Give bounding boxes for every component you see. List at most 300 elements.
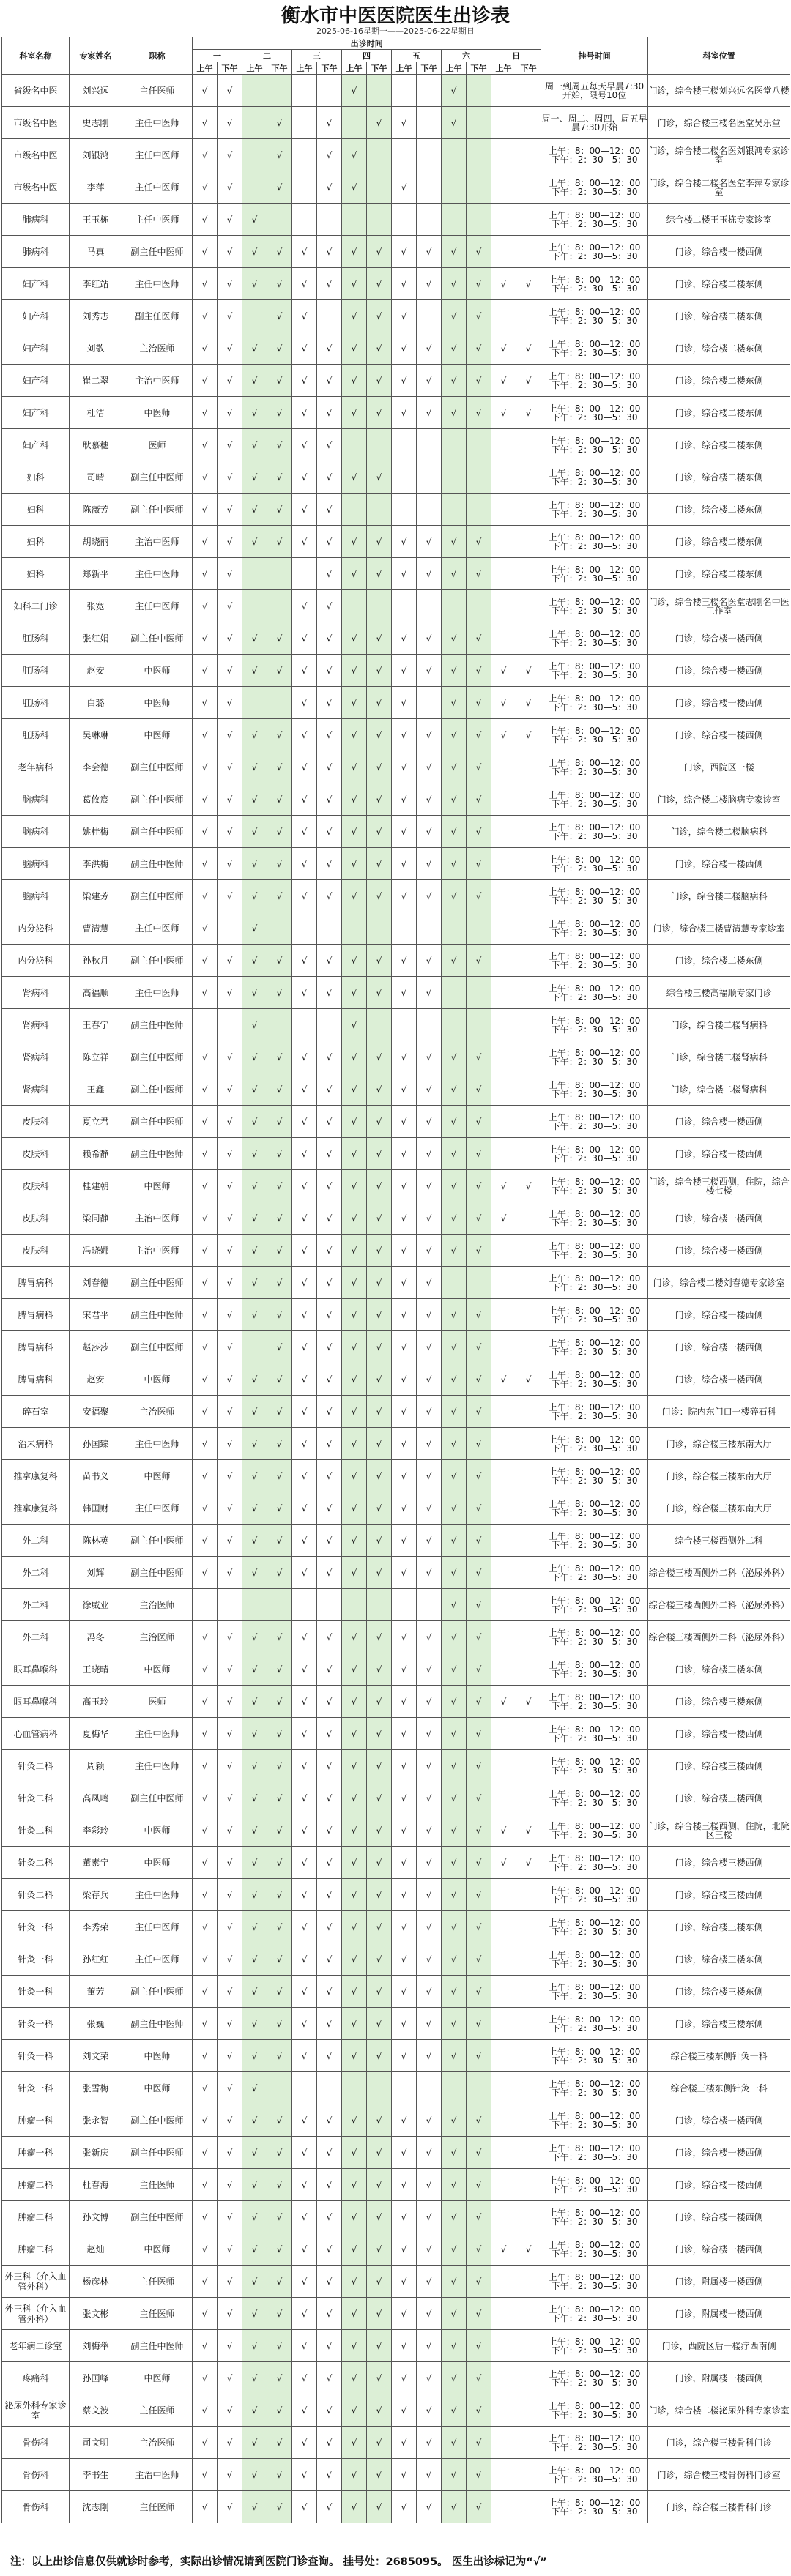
schedule-check: √ xyxy=(218,1718,242,1750)
schedule-cell xyxy=(516,1589,541,1621)
schedule-check: √ xyxy=(467,2394,491,2427)
schedule-check: √ xyxy=(442,816,467,848)
schedule-check: √ xyxy=(292,655,317,687)
schedule-check: √ xyxy=(491,719,516,751)
schedule-cell xyxy=(292,139,317,171)
schedule-check: √ xyxy=(218,236,242,268)
schedule-check: √ xyxy=(317,2201,342,2233)
hours-cell: 上午：8：00—12：00 下午：2：30—5：30 xyxy=(541,2104,648,2137)
header-day: 六 xyxy=(442,50,491,62)
table-row xyxy=(2,1814,790,1847)
schedule-check: √ xyxy=(367,977,392,1009)
schedule-check: √ xyxy=(317,1847,342,1879)
schedule-check: √ xyxy=(467,236,491,268)
schedule-check: √ xyxy=(242,1492,267,1525)
location-cell: 门诊，综合楼二楼东侧 xyxy=(648,945,790,977)
rank-cell: 主任中医师 xyxy=(122,590,193,622)
schedule-check: √ xyxy=(392,236,417,268)
schedule-check: √ xyxy=(342,1428,367,1460)
schedule-check: √ xyxy=(242,1009,267,1041)
schedule-check: √ xyxy=(267,2104,292,2137)
rank-cell: 副主任中医师 xyxy=(122,1557,193,1589)
schedule-check: √ xyxy=(417,1073,442,1106)
dept-cell: 皮肤科 xyxy=(2,1138,70,1170)
location-cell: 门诊，综合楼二楼东侧 xyxy=(648,558,790,590)
doctor-cell: 冯晓娜 xyxy=(70,1235,122,1267)
schedule-check: √ xyxy=(292,332,317,365)
schedule-check: √ xyxy=(193,2491,218,2523)
schedule-check: √ xyxy=(392,1331,417,1363)
table-row xyxy=(2,1879,790,1911)
location-cell: 门诊，综合楼三楼名医堂吴乐堂 xyxy=(648,107,790,139)
schedule-check: √ xyxy=(218,1814,242,1847)
doctor-cell: 徐威业 xyxy=(70,1589,122,1621)
schedule-check: √ xyxy=(367,397,392,429)
schedule-check: √ xyxy=(442,2330,467,2362)
hours-cell: 上午：8：00—12：00 下午：2：30—5：30 xyxy=(541,977,648,1009)
location-cell: 门诊，综合楼三楼骨伤科门诊室 xyxy=(648,2459,790,2491)
schedule-check: √ xyxy=(193,848,218,880)
schedule-check: √ xyxy=(218,2104,242,2137)
schedule-check: √ xyxy=(267,300,292,332)
schedule-check: √ xyxy=(193,139,218,171)
schedule-check: √ xyxy=(292,1943,317,1976)
schedule-check: √ xyxy=(242,1299,267,1331)
doctor-cell: 陈薇芳 xyxy=(70,494,122,526)
schedule-check: √ xyxy=(317,687,342,719)
doctor-cell: 高福顺 xyxy=(70,977,122,1009)
dept-cell: 泌尿外科专家诊室 xyxy=(2,2394,70,2427)
schedule-check: √ xyxy=(417,1750,442,1782)
schedule-check: √ xyxy=(242,397,267,429)
schedule-check: √ xyxy=(442,1589,467,1621)
schedule-check: √ xyxy=(218,945,242,977)
schedule-check: √ xyxy=(342,2491,367,2523)
schedule-check: √ xyxy=(317,783,342,816)
schedule-cell xyxy=(467,494,491,526)
doctor-cell: 陈立祥 xyxy=(70,1041,122,1073)
schedule-cell xyxy=(491,1073,516,1106)
schedule-check: √ xyxy=(193,816,218,848)
schedule-cell xyxy=(317,2072,342,2104)
doctor-cell: 刘辉 xyxy=(70,1557,122,1589)
schedule-cell xyxy=(491,1976,516,2008)
schedule-check: √ xyxy=(367,2427,392,2459)
schedule-check: √ xyxy=(193,75,218,107)
schedule-check: √ xyxy=(342,2427,367,2459)
doctor-cell: 孙国臻 xyxy=(70,1428,122,1460)
dept-cell: 妇产科 xyxy=(2,397,70,429)
schedule-cell xyxy=(516,2137,541,2169)
schedule-check: √ xyxy=(317,2298,342,2330)
schedule-check: √ xyxy=(367,1653,392,1686)
dept-cell: 针灸一科 xyxy=(2,1976,70,2008)
schedule-cell xyxy=(242,171,267,204)
location-cell: 门诊，综合楼三楼东侧 xyxy=(648,1943,790,1976)
header-schedule: 出诊时间 xyxy=(193,37,541,50)
schedule-check: √ xyxy=(467,1686,491,1718)
schedule-cell xyxy=(491,1106,516,1138)
schedule-check: √ xyxy=(242,461,267,494)
schedule-check: √ xyxy=(342,332,367,365)
table-row xyxy=(2,1847,790,1879)
location-cell: 门诊，综合楼二楼东侧 xyxy=(648,526,790,558)
schedule-check: √ xyxy=(292,365,317,397)
schedule-check: √ xyxy=(417,945,442,977)
schedule-check: √ xyxy=(392,2137,417,2169)
rank-cell: 副主任中医师 xyxy=(122,494,193,526)
dept-cell: 皮肤科 xyxy=(2,1235,70,1267)
schedule-check: √ xyxy=(242,2330,267,2362)
doctor-cell: 赵莎莎 xyxy=(70,1331,122,1363)
schedule-check: √ xyxy=(392,1750,417,1782)
schedule-check: √ xyxy=(218,622,242,655)
schedule-check: √ xyxy=(242,2233,267,2266)
schedule-check: √ xyxy=(417,1879,442,1911)
schedule-check: √ xyxy=(218,300,242,332)
dept-cell: 外三科（介入血管外科） xyxy=(2,2298,70,2330)
schedule-check: √ xyxy=(242,2266,267,2298)
schedule-cell xyxy=(467,75,491,107)
schedule-check: √ xyxy=(392,1299,417,1331)
dept-cell: 肛肠科 xyxy=(2,655,70,687)
schedule-check: √ xyxy=(367,1557,392,1589)
dept-cell: 眼耳鼻喉科 xyxy=(2,1653,70,1686)
schedule-check: √ xyxy=(392,107,417,139)
schedule-cell xyxy=(491,751,516,783)
schedule-check: √ xyxy=(342,2266,367,2298)
schedule-check: √ xyxy=(467,2040,491,2072)
schedule-check: √ xyxy=(442,687,467,719)
location-cell: 门诊，综合楼三楼东侧 xyxy=(648,1976,790,2008)
schedule-check: √ xyxy=(317,1750,342,1782)
schedule-check: √ xyxy=(392,1041,417,1073)
schedule-check: √ xyxy=(467,783,491,816)
schedule-check: √ xyxy=(317,461,342,494)
schedule-check: √ xyxy=(218,2137,242,2169)
schedule-check: √ xyxy=(442,848,467,880)
schedule-check: √ xyxy=(442,783,467,816)
schedule-check: √ xyxy=(267,139,292,171)
schedule-check: √ xyxy=(342,75,367,107)
table-row xyxy=(2,1299,790,1331)
schedule-check: √ xyxy=(317,1428,342,1460)
schedule-check: √ xyxy=(467,1814,491,1847)
schedule-cell xyxy=(292,558,317,590)
header-day: 一 xyxy=(193,50,242,62)
schedule-check: √ xyxy=(193,1911,218,1943)
location-cell: 门诊，附属楼一楼西侧 xyxy=(648,2362,790,2394)
schedule-cell xyxy=(267,1009,292,1041)
hours-cell: 上午：8：00—12：00 下午：2：30—5：30 xyxy=(541,1976,648,2008)
schedule-check: √ xyxy=(218,2169,242,2201)
schedule-check: √ xyxy=(417,1396,442,1428)
doctor-cell: 王晓晴 xyxy=(70,1653,122,1686)
schedule-cell xyxy=(417,494,442,526)
rank-cell: 中医师 xyxy=(122,1847,193,1879)
schedule-check: √ xyxy=(417,2008,442,2040)
schedule-check: √ xyxy=(317,139,342,171)
schedule-check: √ xyxy=(467,332,491,365)
doctor-cell: 张巍 xyxy=(70,2008,122,2040)
schedule-check: √ xyxy=(292,2362,317,2394)
schedule-check: √ xyxy=(193,1782,218,1814)
schedule-check: √ xyxy=(242,2072,267,2104)
schedule-cell xyxy=(491,880,516,912)
schedule-check: √ xyxy=(442,365,467,397)
schedule-check: √ xyxy=(342,1718,367,1750)
schedule-check: √ xyxy=(442,719,467,751)
schedule-cell xyxy=(516,1911,541,1943)
schedule-check: √ xyxy=(317,1299,342,1331)
schedule-cell xyxy=(491,1589,516,1621)
schedule-check: √ xyxy=(491,365,516,397)
schedule-check: √ xyxy=(417,1299,442,1331)
location-cell: 门诊，综合楼二楼东侧 xyxy=(648,461,790,494)
schedule-check: √ xyxy=(193,751,218,783)
schedule-check: √ xyxy=(342,2394,367,2427)
schedule-check: √ xyxy=(467,2169,491,2201)
schedule-check: √ xyxy=(417,2201,442,2233)
schedule-check: √ xyxy=(193,171,218,204)
schedule-cell xyxy=(491,300,516,332)
schedule-check: √ xyxy=(442,332,467,365)
schedule-check: √ xyxy=(342,783,367,816)
schedule-check: √ xyxy=(392,1653,417,1686)
schedule-cell xyxy=(442,171,467,204)
table-row xyxy=(2,461,790,494)
schedule-cell xyxy=(367,2072,392,2104)
table-row xyxy=(2,1396,790,1428)
hours-cell: 上午：8：00—12：00 下午：2：30—5：30 xyxy=(541,2427,648,2459)
schedule-check: √ xyxy=(267,2137,292,2169)
schedule-cell xyxy=(516,2459,541,2491)
schedule-check: √ xyxy=(242,1202,267,1235)
doctor-cell: 杜春海 xyxy=(70,2169,122,2201)
schedule-check: √ xyxy=(342,977,367,1009)
schedule-check: √ xyxy=(442,2427,467,2459)
schedule-check: √ xyxy=(342,1460,367,1492)
schedule-check: √ xyxy=(491,268,516,300)
schedule-cell xyxy=(491,204,516,236)
schedule-check: √ xyxy=(417,2040,442,2072)
location-cell: 门诊，综合楼二楼肾病科 xyxy=(648,1041,790,1073)
table-row xyxy=(2,848,790,880)
schedule-cell xyxy=(218,1589,242,1621)
schedule-check: √ xyxy=(442,2008,467,2040)
schedule-cell xyxy=(317,75,342,107)
schedule-check: √ xyxy=(342,655,367,687)
location-cell: 门诊，综合楼三楼东侧 xyxy=(648,1653,790,1686)
header-pm: 下午 xyxy=(367,62,392,75)
schedule-check: √ xyxy=(367,622,392,655)
schedule-check: √ xyxy=(442,1621,467,1653)
location-cell: 门诊，综合楼三楼东侧 xyxy=(648,1911,790,1943)
schedule-check: √ xyxy=(218,429,242,461)
schedule-cell xyxy=(491,622,516,655)
schedule-check: √ xyxy=(367,1396,392,1428)
schedule-check: √ xyxy=(267,1718,292,1750)
schedule-check: √ xyxy=(467,2201,491,2233)
schedule-check: √ xyxy=(342,300,367,332)
schedule-check: √ xyxy=(467,2104,491,2137)
schedule-check: √ xyxy=(417,2394,442,2427)
rank-cell: 主任中医师 xyxy=(122,1492,193,1525)
schedule-check: √ xyxy=(242,1396,267,1428)
table-row xyxy=(2,204,790,236)
schedule-check: √ xyxy=(442,1170,467,1202)
schedule-check: √ xyxy=(317,1106,342,1138)
schedule-check: √ xyxy=(367,2394,392,2427)
schedule-check: √ xyxy=(442,655,467,687)
schedule-check: √ xyxy=(292,429,317,461)
schedule-cell xyxy=(442,429,467,461)
schedule-check: √ xyxy=(467,1847,491,1879)
schedule-check: √ xyxy=(242,2201,267,2233)
schedule-cell xyxy=(342,1589,367,1621)
schedule-check: √ xyxy=(442,268,467,300)
schedule-check: √ xyxy=(242,977,267,1009)
schedule-check: √ xyxy=(342,236,367,268)
schedule-check: √ xyxy=(342,1138,367,1170)
schedule-check: √ xyxy=(467,1138,491,1170)
schedule-check: √ xyxy=(392,2104,417,2137)
schedule-cell xyxy=(467,1267,491,1299)
footer-note: 注：以上出诊信息仅供就诊时参考，实际出诊情况请到医院门诊查询。 挂号处：2685095。 医生出诊标记为“√” xyxy=(10,2556,547,2568)
schedule-check: √ xyxy=(342,1009,367,1041)
location-cell: 门诊，综合楼二楼名医堂李萍专家诊室 xyxy=(648,171,790,204)
dept-cell: 省级名中医 xyxy=(2,75,70,107)
schedule-check: √ xyxy=(242,1943,267,1976)
schedule-check: √ xyxy=(342,1750,367,1782)
schedule-check: √ xyxy=(242,526,267,558)
schedule-check: √ xyxy=(242,783,267,816)
schedule-check: √ xyxy=(218,2459,242,2491)
schedule-check: √ xyxy=(292,494,317,526)
doctor-cell: 杨彦林 xyxy=(70,2266,122,2298)
schedule-check: √ xyxy=(491,397,516,429)
schedule-check: √ xyxy=(367,816,392,848)
schedule-check: √ xyxy=(342,1106,367,1138)
schedule-check: √ xyxy=(267,945,292,977)
schedule-check: √ xyxy=(292,1782,317,1814)
schedule-check: √ xyxy=(367,1106,392,1138)
dept-cell: 内分泌科 xyxy=(2,912,70,945)
schedule-check: √ xyxy=(292,945,317,977)
schedule-check: √ xyxy=(392,1911,417,1943)
doctor-cell: 梁同静 xyxy=(70,1202,122,1235)
schedule-check: √ xyxy=(367,751,392,783)
rank-cell: 副主任中医师 xyxy=(122,2104,193,2137)
schedule-check: √ xyxy=(218,397,242,429)
doctor-cell: 夏梅华 xyxy=(70,1718,122,1750)
schedule-cell xyxy=(491,912,516,945)
schedule-cell xyxy=(417,687,442,719)
schedule-check: √ xyxy=(467,1428,491,1460)
schedule-check: √ xyxy=(242,945,267,977)
schedule-check: √ xyxy=(317,848,342,880)
schedule-check: √ xyxy=(342,1396,367,1428)
hours-cell: 上午：8：00—12：00 下午：2：30—5：30 xyxy=(541,1396,648,1428)
location-cell: 综合楼三楼西侧外二科（泌尿外科） xyxy=(648,1621,790,1653)
schedule-check: √ xyxy=(467,1750,491,1782)
schedule-check: √ xyxy=(467,945,491,977)
schedule-check: √ xyxy=(467,2008,491,2040)
schedule-check: √ xyxy=(392,2233,417,2266)
header-pm: 下午 xyxy=(317,62,342,75)
schedule-check: √ xyxy=(292,1911,317,1943)
schedule-cell xyxy=(267,204,292,236)
location-cell: 门诊，综合楼一楼西侧 xyxy=(648,719,790,751)
dept-cell: 老年病科 xyxy=(2,751,70,783)
rank-cell: 副主任中医师 xyxy=(122,2137,193,2169)
schedule-check: √ xyxy=(342,2040,367,2072)
schedule-cell xyxy=(516,1009,541,1041)
schedule-check: √ xyxy=(317,2040,342,2072)
schedule-check: √ xyxy=(392,783,417,816)
schedule-check: √ xyxy=(218,2072,242,2104)
schedule-check: √ xyxy=(292,1235,317,1267)
schedule-check: √ xyxy=(467,2266,491,2298)
schedule-check: √ xyxy=(417,783,442,816)
schedule-check: √ xyxy=(491,1202,516,1235)
schedule-cell xyxy=(467,912,491,945)
schedule-check: √ xyxy=(317,1041,342,1073)
dept-cell: 市级名中医 xyxy=(2,139,70,171)
schedule-check: √ xyxy=(193,622,218,655)
schedule-check: √ xyxy=(442,1106,467,1138)
schedule-check: √ xyxy=(342,1331,367,1363)
schedule-check: √ xyxy=(392,171,417,204)
schedule-check: √ xyxy=(467,1879,491,1911)
schedule-check: √ xyxy=(367,719,392,751)
rank-cell: 副主任中医师 xyxy=(122,2330,193,2362)
schedule-cell xyxy=(267,75,292,107)
schedule-check: √ xyxy=(317,2137,342,2169)
rank-cell: 中医师 xyxy=(122,1814,193,1847)
schedule-cell xyxy=(516,2394,541,2427)
schedule-check: √ xyxy=(367,2104,392,2137)
schedule-cell xyxy=(491,429,516,461)
schedule-cell xyxy=(491,526,516,558)
schedule-check: √ xyxy=(317,1492,342,1525)
schedule-check: √ xyxy=(442,1363,467,1396)
hours-cell: 上午：8：00—12：00 下午：2：30—5：30 xyxy=(541,558,648,590)
schedule-check: √ xyxy=(317,171,342,204)
schedule-check: √ xyxy=(267,1235,292,1267)
schedule-check: √ xyxy=(467,1718,491,1750)
doctor-cell: 董素宁 xyxy=(70,1847,122,1879)
schedule-check: √ xyxy=(242,719,267,751)
schedule-check: √ xyxy=(218,1943,242,1976)
schedule-check: √ xyxy=(392,1525,417,1557)
schedule-cell xyxy=(442,494,467,526)
schedule-check: √ xyxy=(193,2330,218,2362)
hours-cell: 上午：8：00—12：00 下午：2：30—5：30 xyxy=(541,1653,648,1686)
hours-cell: 上午：8：00—12：00 下午：2：30—5：30 xyxy=(541,171,648,204)
header-doctor: 专家姓名 xyxy=(70,37,122,75)
schedule-cell xyxy=(242,687,267,719)
schedule-check: √ xyxy=(392,2040,417,2072)
doctor-cell: 白璐 xyxy=(70,687,122,719)
schedule-check: √ xyxy=(193,2459,218,2491)
schedule-check: √ xyxy=(193,268,218,300)
schedule-check: √ xyxy=(267,1041,292,1073)
schedule-cell xyxy=(491,2266,516,2298)
schedule-check: √ xyxy=(442,75,467,107)
schedule-check: √ xyxy=(417,1814,442,1847)
schedule-check: √ xyxy=(442,751,467,783)
